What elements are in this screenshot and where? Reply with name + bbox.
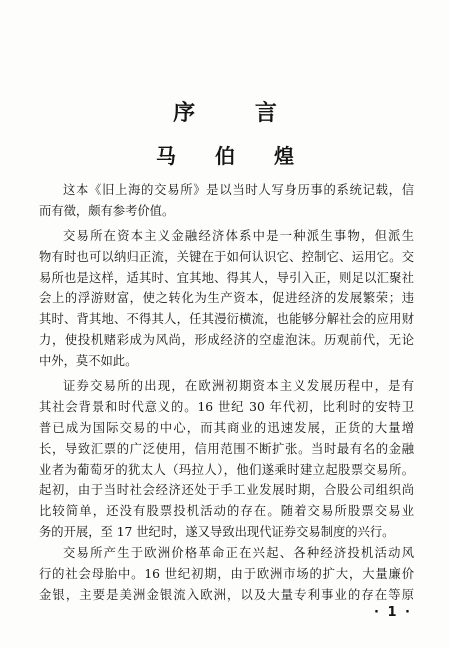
text-line: 起初，由于当时社会经济还处于手工业发展时期，合股公司组织尚 bbox=[39, 483, 414, 498]
body-text bbox=[39, 180, 414, 606]
page-number: · 1 · bbox=[374, 605, 412, 620]
text-line: 物有时也可以纳归正流，关键在于如何认识它、控制它、运用它。交 bbox=[39, 249, 414, 264]
paragraph bbox=[39, 180, 414, 222]
text-line: 力，使投机赌彩成为风尚，形成经济的空虚泡沫。历观前代，无论 bbox=[39, 333, 414, 348]
text-line: 交易所产生于欧洲价格革命正在兴起、各种经济投机活动风 bbox=[63, 546, 414, 561]
text-line: 证券交易所的出现，在欧洲初期资本主义发展历程中，是有 bbox=[63, 379, 414, 394]
paragraph bbox=[39, 543, 414, 606]
paragraph bbox=[39, 226, 414, 372]
preface-title: 序 言 bbox=[173, 101, 303, 126]
text-line: 这本《旧上海的交易所》是以当时人写身历事的系统记载，信 bbox=[63, 183, 414, 197]
text-line: 比较简单，还没有股票投机活动的存在。随着交易所股票交易业 bbox=[39, 504, 414, 519]
text-line: 务的开展，至 17 世纪时，遂又导致出现代证券交易制度的兴行。 bbox=[39, 525, 395, 540]
author-name: 马 伯 煌 bbox=[156, 144, 310, 168]
paragraph bbox=[39, 376, 414, 543]
text-line: 金银，主要是美洲金银流入欧洲，以及大量专利事业的存在等原 bbox=[39, 587, 414, 602]
text-line: 交易所在资本主义金融经济体系中是一种派生事物，但派生 bbox=[63, 228, 414, 243]
text-line: 会上的浮游财富，使之转化为生产资本，促进经济的发展繁荣；违 bbox=[39, 291, 414, 306]
text-line: 易所也是这样，适其时、宜其地、得其人，导引入正，则足以汇聚社 bbox=[39, 270, 414, 285]
text-line: 中外，莫不如此。 bbox=[39, 354, 138, 369]
text-line: 而有徵，颇有参考价值。 bbox=[39, 203, 175, 218]
text-line: 其时、背其地、不得其人，任其漫衍横流，也能够分解社会的应用财 bbox=[39, 312, 414, 327]
text-line: 其社会背景和时代意义的。16 世纪 30 年代初，比利时的安特卫 bbox=[39, 399, 414, 414]
text-line: 业者为葡萄牙的犹太人（玛拉人），他们遂乘时建立起股票交易所。 bbox=[39, 462, 414, 477]
text-line: 普已成为国际交易的中心，而其商业的迅速发展，正货的大量增 bbox=[39, 420, 414, 435]
text-line: 行的社会母胎中。16 世纪初期，由于欧洲市场的扩大，大量廉价 bbox=[39, 567, 414, 582]
text-line: 长，导致汇票的广泛使用，信用范围不断扩张。当时最有名的金融 bbox=[39, 441, 414, 456]
